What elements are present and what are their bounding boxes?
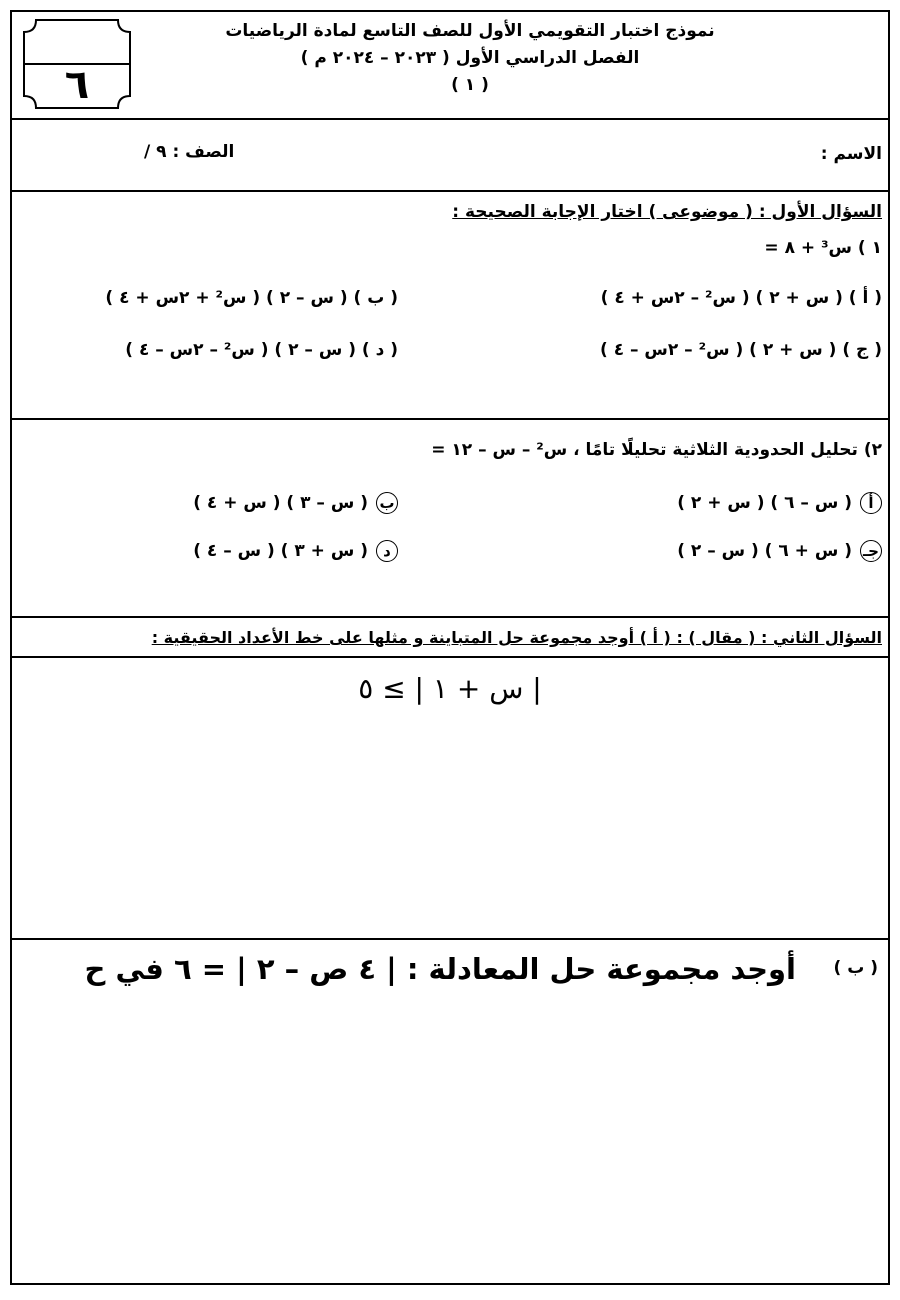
part-b-label: ( ب ) bbox=[833, 958, 878, 978]
student-info-row bbox=[12, 120, 888, 192]
question-3-heading: السؤال الثاني : ( مقال ) : ( أ ) أوجد مجموعة حل المتباينة و مثلها على خط الأعداد الحقيقية : bbox=[151, 628, 882, 647]
option-letter-c: جـ bbox=[860, 540, 882, 562]
student-class-label: الصف : ٩ / bbox=[144, 142, 235, 162]
question-3-answer-area[interactable] bbox=[12, 658, 888, 940]
form-number-badge bbox=[22, 18, 132, 110]
question-2-option-b[interactable] bbox=[193, 492, 398, 514]
question-2-option-d[interactable] bbox=[193, 540, 398, 562]
exam-title-line-2: الفصل الدراسي الأول ( ٢٠٢٣ – ٢٠٢٤ م ) bbox=[300, 48, 640, 68]
question-3-heading-row bbox=[12, 618, 888, 658]
question-2 bbox=[12, 420, 888, 618]
option-text-c: ( س + ٦ ) ( س – ٢ ) bbox=[677, 541, 852, 561]
question-1-option-d[interactable]: ( د ) ( س – ٢ ) ( س² – ٢س – ٤ ) bbox=[125, 340, 398, 360]
exam-sheet bbox=[10, 10, 890, 1285]
option-letter-b: ب bbox=[376, 492, 398, 514]
question-2-option-c[interactable] bbox=[677, 540, 882, 562]
question-1-heading: السؤال الأول : ( موضوعى ) اختار الإجابة الصحيحة : bbox=[452, 202, 882, 222]
inequality: | س + ١ | ≥ ٥ bbox=[358, 672, 542, 705]
question-2-option-a[interactable] bbox=[677, 492, 882, 514]
question-1 bbox=[12, 192, 888, 420]
exam-header bbox=[12, 12, 888, 120]
option-letter-a: أ bbox=[860, 492, 882, 514]
form-number: ٦ bbox=[64, 62, 90, 108]
question-2-stem: ٢) تحليل الحدودية الثلاثية تحليلًا تامًا ، س² – س – ١٢ = bbox=[431, 440, 882, 460]
question-1-option-a[interactable]: ( أ ) ( س + ٢ ) ( س² – ٢س + ٤ ) bbox=[600, 288, 882, 308]
option-text-a: ( س – ٦ ) ( س + ٢ ) bbox=[677, 493, 852, 513]
exam-title-line-1: نموذج اختبار التقويمي الأول للصف التاسع لمادة الرياضيات bbox=[225, 21, 715, 41]
option-text-d: ( س + ٣ ) ( س – ٤ ) bbox=[193, 541, 368, 561]
part-b-text: أوجد مجموعة حل المعادلة : | ٤ ص – ٢ | = ٦ في ح bbox=[84, 952, 796, 986]
exam-title bbox=[172, 18, 768, 99]
exam-title-line-3: ( ١ ) bbox=[451, 75, 489, 95]
student-name-label: الاسم : bbox=[820, 144, 882, 164]
question-1-stem: ١ ) س³ + ٨ = bbox=[764, 238, 882, 258]
option-letter-d: د bbox=[376, 540, 398, 562]
question-1-option-b[interactable]: ( ب ) ( س – ٢ ) ( س² + ٢س + ٤ ) bbox=[105, 288, 398, 308]
option-text-b: ( س – ٣ ) ( س + ٤ ) bbox=[193, 493, 368, 513]
question-3-part-b[interactable] bbox=[12, 940, 888, 1285]
question-1-option-c[interactable]: ( ج ) ( س + ٢ ) ( س² – ٢س – ٤ ) bbox=[599, 340, 882, 360]
